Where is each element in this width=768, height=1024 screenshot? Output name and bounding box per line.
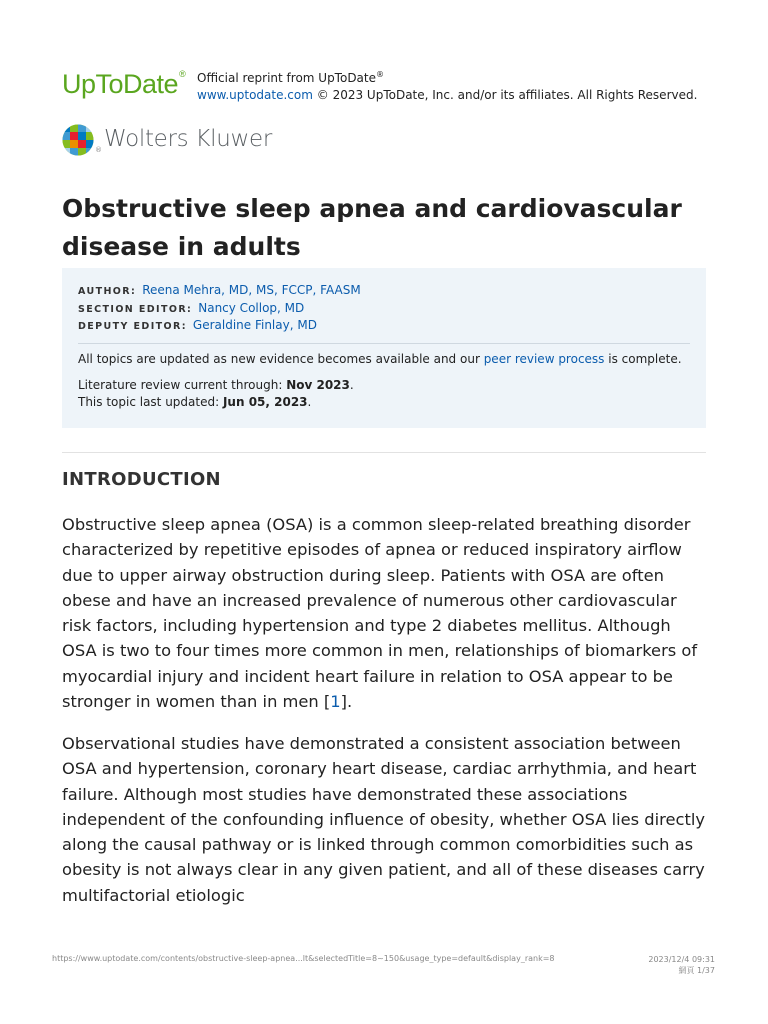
literature-review-label: Literature review current through: xyxy=(78,378,287,392)
uptodate-site-link[interactable]: www.uptodate.com xyxy=(197,88,313,102)
footer-datetime-block xyxy=(648,954,715,976)
deputy-editor-label: DEPUTY EDITOR: xyxy=(78,321,187,332)
footer-datetime: 2023/12/4 09:31 xyxy=(648,955,715,964)
last-updated-line xyxy=(78,394,698,411)
metadata-divider xyxy=(78,343,690,344)
reprint-header xyxy=(62,64,722,104)
intro-paragraph-1 xyxy=(62,512,710,714)
intro-paragraph-1-end: ]. xyxy=(340,692,353,712)
last-updated-label: This topic last updated: xyxy=(78,395,223,409)
reprint-line: Official reprint from UpToDate xyxy=(197,71,376,85)
author-label: AUTHOR: xyxy=(78,286,137,297)
author-link[interactable]: Reena Mehra, MD, MS, FCCP, FAASM xyxy=(142,283,361,297)
literature-review-line xyxy=(78,377,698,394)
reference-link-1[interactable]: 1 xyxy=(330,692,341,712)
section-editor-link[interactable]: Nancy Collop, MD xyxy=(198,301,305,315)
uptodate-logo-text: UpToDate xyxy=(62,69,179,99)
footer-url: https://www.uptodate.com/contents/obstructive-sleep-apnea...lt&selectedTitle=8~150&usage_type=default&display_rank=8 xyxy=(52,954,555,963)
deputy-editor-row xyxy=(78,317,317,335)
wolters-kluwer-wordmark: Wolters Kluwer xyxy=(104,126,273,152)
section-editor-row xyxy=(78,300,304,318)
wolters-kluwer-registered-mark: ® xyxy=(95,146,102,154)
last-updated-date: Jun 05, 2023 xyxy=(222,395,308,409)
section-editor-label: SECTION EDITOR: xyxy=(78,304,193,315)
wolters-kluwer-logo xyxy=(62,124,322,158)
peer-review-text-before: All topics are updated as new evidence becomes available and our xyxy=(78,352,484,366)
copyright-text: © 2023 UpToDate, Inc. and/or its affiliates. All Rights Reserved. xyxy=(312,88,698,102)
section-heading-introduction: INTRODUCTION xyxy=(62,469,221,490)
peer-review-link[interactable]: peer review process xyxy=(483,352,605,366)
deputy-editor-link[interactable]: Geraldine Finlay, MD xyxy=(192,318,317,332)
reprint-registered-mark: ® xyxy=(376,70,384,79)
peer-review-notice xyxy=(78,351,698,368)
footer-page-number: 網頁 1/37 xyxy=(678,966,715,975)
wolters-kluwer-globe-icon xyxy=(62,124,96,158)
uptodate-registered-mark: ® xyxy=(179,69,186,79)
intro-paragraph-1-text: Obstructive sleep apnea (OSA) is a common sleep-related breathing disorder characterized by repetitive episodes of apnea or reduced inspiratory airflow due to upper airway obstruction during sleep. Patients with OSA are often obese and have an increased prevalence of numerous other cardiovascular risk factors, including hypertension and type 2 diabetes mellitus. Although OSA is two to four times more common in men, relationships of biomarkers of myocardial injury and incident heart failure in relation to OSA appear to be stronger in women than in men [ xyxy=(62,515,698,712)
uptodate-logo[interactable] xyxy=(62,64,184,100)
literature-review-period: . xyxy=(349,378,354,392)
last-updated-period: . xyxy=(307,395,312,409)
author-row xyxy=(78,282,361,300)
reprint-notice xyxy=(197,66,757,104)
topic-title: Obstructive sleep apnea and cardiovascular disease in adults xyxy=(62,194,682,261)
section-divider xyxy=(62,452,706,453)
intro-paragraph-2: Observational studies have demonstrated a consistent association between OSA and hypertension, coronary heart disease, cardiac arrhythmia, and heart failure. Although most studies have demonstrated these associations independent of the confounding influence of obesity, whether OSA lies directly along the causal pathway or is linked through common comorbidities such as obesity is not always clear in any given patient, and all of these diseases carry multifactorial etiologic xyxy=(62,734,705,905)
literature-review-date: Nov 2023 xyxy=(286,378,350,392)
topic-metadata-panel xyxy=(62,268,706,428)
peer-review-text-after: is complete. xyxy=(604,352,682,366)
